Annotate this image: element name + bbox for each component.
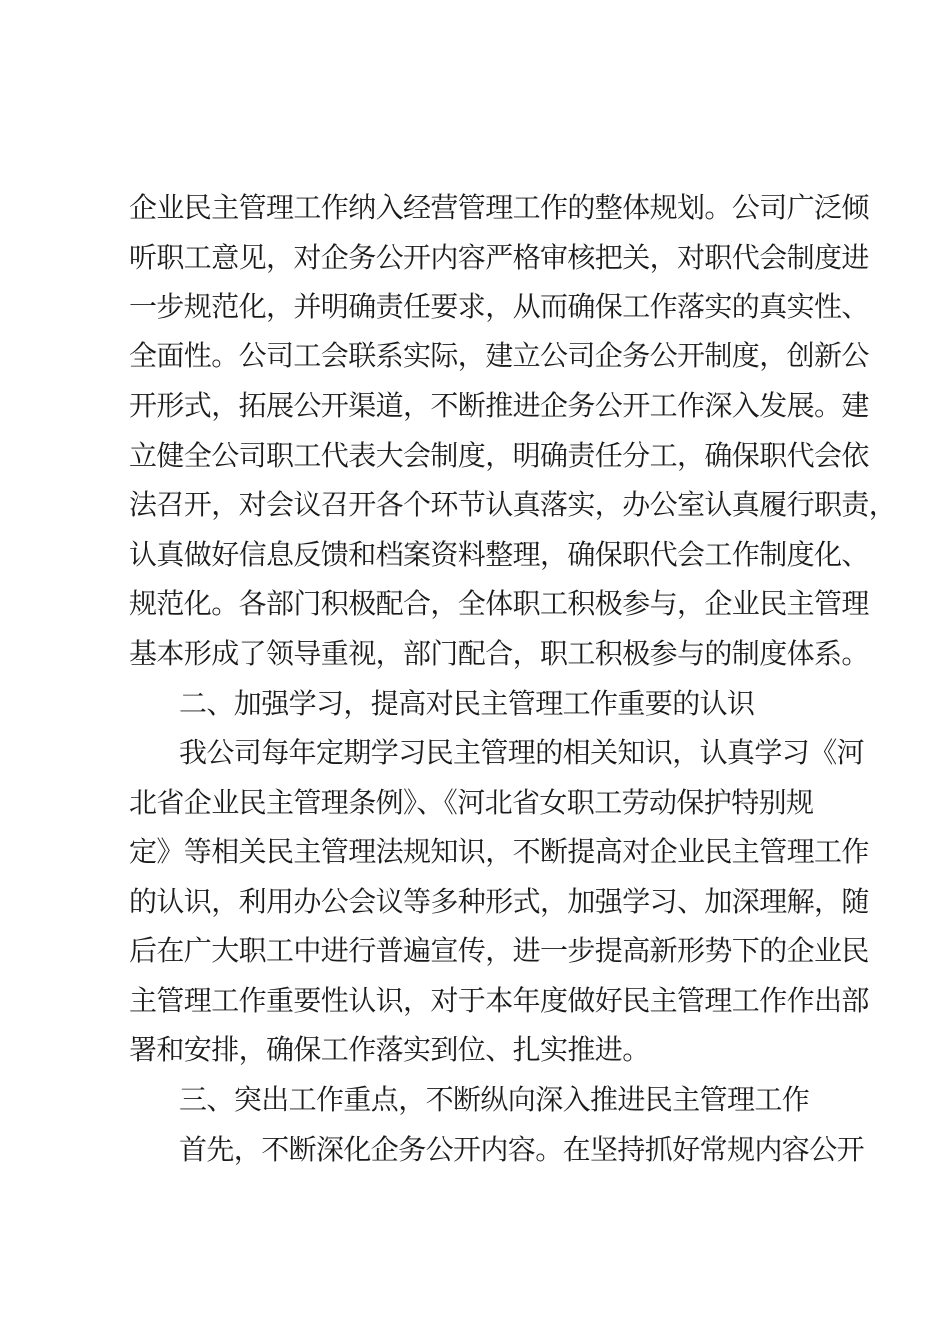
paragraph-line: 企业民主管理工作纳入经营管理工作的整体规划。公司广泛倾 [129, 191, 869, 224]
paragraph-line: 我公司每年定期学习民主管理的相关知识，认真学习《河 [179, 736, 865, 769]
paragraph-line: 全面性。公司工会联系实际，建立公司企务公开制度，创新公 [129, 339, 869, 372]
paragraph-line: 定》等相关民主管理法规知识，不断提高对企业民主管理工作 [129, 835, 869, 868]
paragraph-line: 首先，不断深化企务公开内容。在坚持抓好常规内容公开 [179, 1133, 865, 1166]
paragraph-line: 主管理工作重要性认识，对于本年度做好民主管理工作作出部 [129, 984, 869, 1017]
paragraph-line: 听职工意见，对企务公开内容严格审核把关，对职代会制度进 [129, 241, 869, 274]
paragraph-line: 署和安排，确保工作落实到位、扎实推进。 [129, 1033, 650, 1066]
paragraph-line: 基本形成了领导重视，部门配合，职工积极参与的制度体系。 [129, 637, 869, 670]
paragraph-line: 的认识，利用办公会议等多种形式，加强学习、加深理解，随 [129, 885, 869, 918]
paragraph-line: 一步规范化，并明确责任要求，从而确保工作落实的真实性、 [129, 290, 869, 323]
paragraph-line: 认真做好信息反馈和档案资料整理，确保职代会工作制度化、 [129, 538, 869, 571]
section-heading-2: 二、加强学习，提高对民主管理工作重要的认识 [179, 687, 755, 720]
paragraph-line: 后在广大职工中进行普遍宣传，进一步提高新形势下的企业民 [129, 934, 869, 967]
paragraph-line: 开形式，拓展公开渠道，不断推进企务公开工作深入发展。建 [129, 389, 869, 422]
paragraph-line: 规范化。各部门积极配合，全体职工积极参与，企业民主管理 [129, 587, 869, 620]
paragraph-line: 法召开，对会议召开各个环节认真落实，办公室认真履行职责， [129, 488, 897, 521]
paragraph-line: 立健全公司职工代表大会制度，明确责任分工，确保职代会依 [129, 439, 869, 472]
section-heading-3: 三、突出工作重点，不断纵向深入推进民主管理工作 [179, 1083, 810, 1116]
paragraph-line: 北省企业民主管理条例》、《河北省女职工劳动保护特别规 [129, 786, 814, 819]
